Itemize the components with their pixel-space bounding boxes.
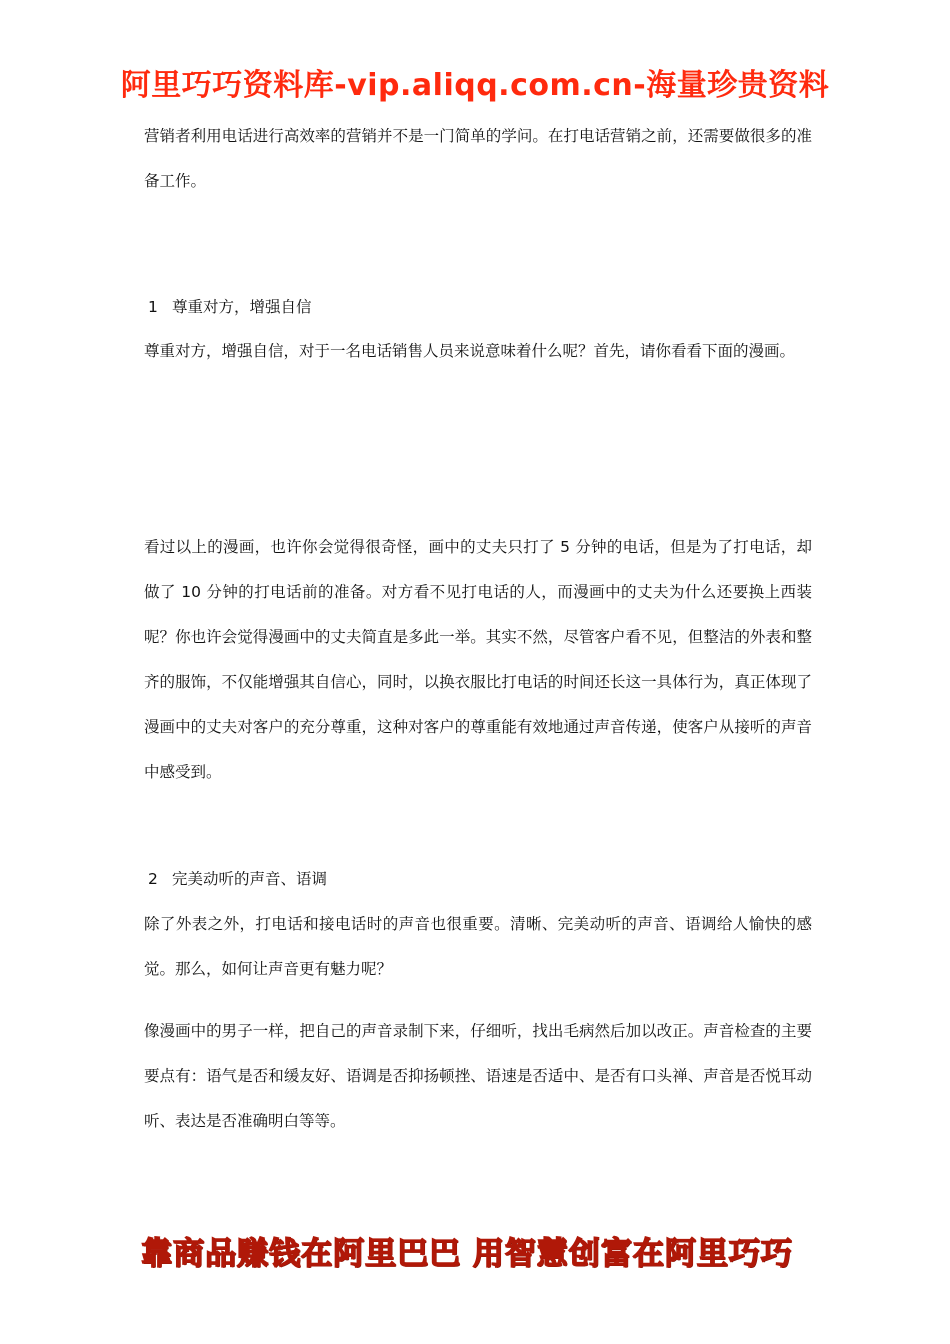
header-banner: 阿里巧巧资料库-vip.aliqq.com.cn-海量珍贵资料 bbox=[120, 68, 830, 103]
footer-banner: 靠商品赚钱在阿里巴巴 用智慧创富在阿里巧巧 bbox=[141, 1236, 793, 1272]
section-1-paragraph-1: 尊重对方，增强自信，对于一名电话销售人员来说意味着什么呢？首先，请你看看下面的漫画。 bbox=[144, 342, 796, 360]
section-2-heading bbox=[148, 868, 808, 890]
section-1-paragraph-2: 看过以上的漫画，也许你会觉得很奇怪，画中的丈夫只打了 5 分钟的电话，但是为了打电话，却做了 10 分钟的打电话前的准备。对方看不见打电话的人，而漫画中的丈夫为什么还要换上西装呢？你也许会觉得漫画中的丈夫简直是多此一举。其实不然，尽管客户看不见，但整洁的外表和整齐的服饰，不仅能增强其自信心，同时，以换衣服比打电话的时间还长这一具体行为，真正体现了漫画中的丈夫对客户的充分尊重，这种对客户的尊重能有效地通过声音传递，使客户从接听的声音中感受到。 bbox=[144, 538, 812, 781]
intro-paragraph: 营销者利用电话进行高效率的营销并不是一门简单的学问。在打电话营销之前，还需要做很多的准备工作。 bbox=[144, 127, 812, 190]
section-2-paragraph-2: 像漫画中的男子一样，把自己的声音录制下来，仔细听，找出毛病然后加以改正。声音检查的主要要点有：语气是否和缓友好、语调是否抑扬顿挫、语速是否适中、是否有口头禅、声音是否悦耳动听、表达是否准确明白等等。 bbox=[144, 1022, 812, 1130]
section-2-number: 2 bbox=[148, 870, 158, 888]
section-2-paragraph-1: 除了外表之外，打电话和接电话时的声音也很重要。清晰、完美动听的声音、语调给人愉快的感觉。那么，如何让声音更有魅力呢？ bbox=[144, 915, 812, 978]
section-2-title: 完美动听的声音、语调 bbox=[172, 870, 328, 888]
section-1-title: 尊重对方，增强自信 bbox=[172, 298, 312, 316]
section-1-heading bbox=[148, 296, 808, 318]
section-1-number: 1 bbox=[148, 298, 158, 316]
